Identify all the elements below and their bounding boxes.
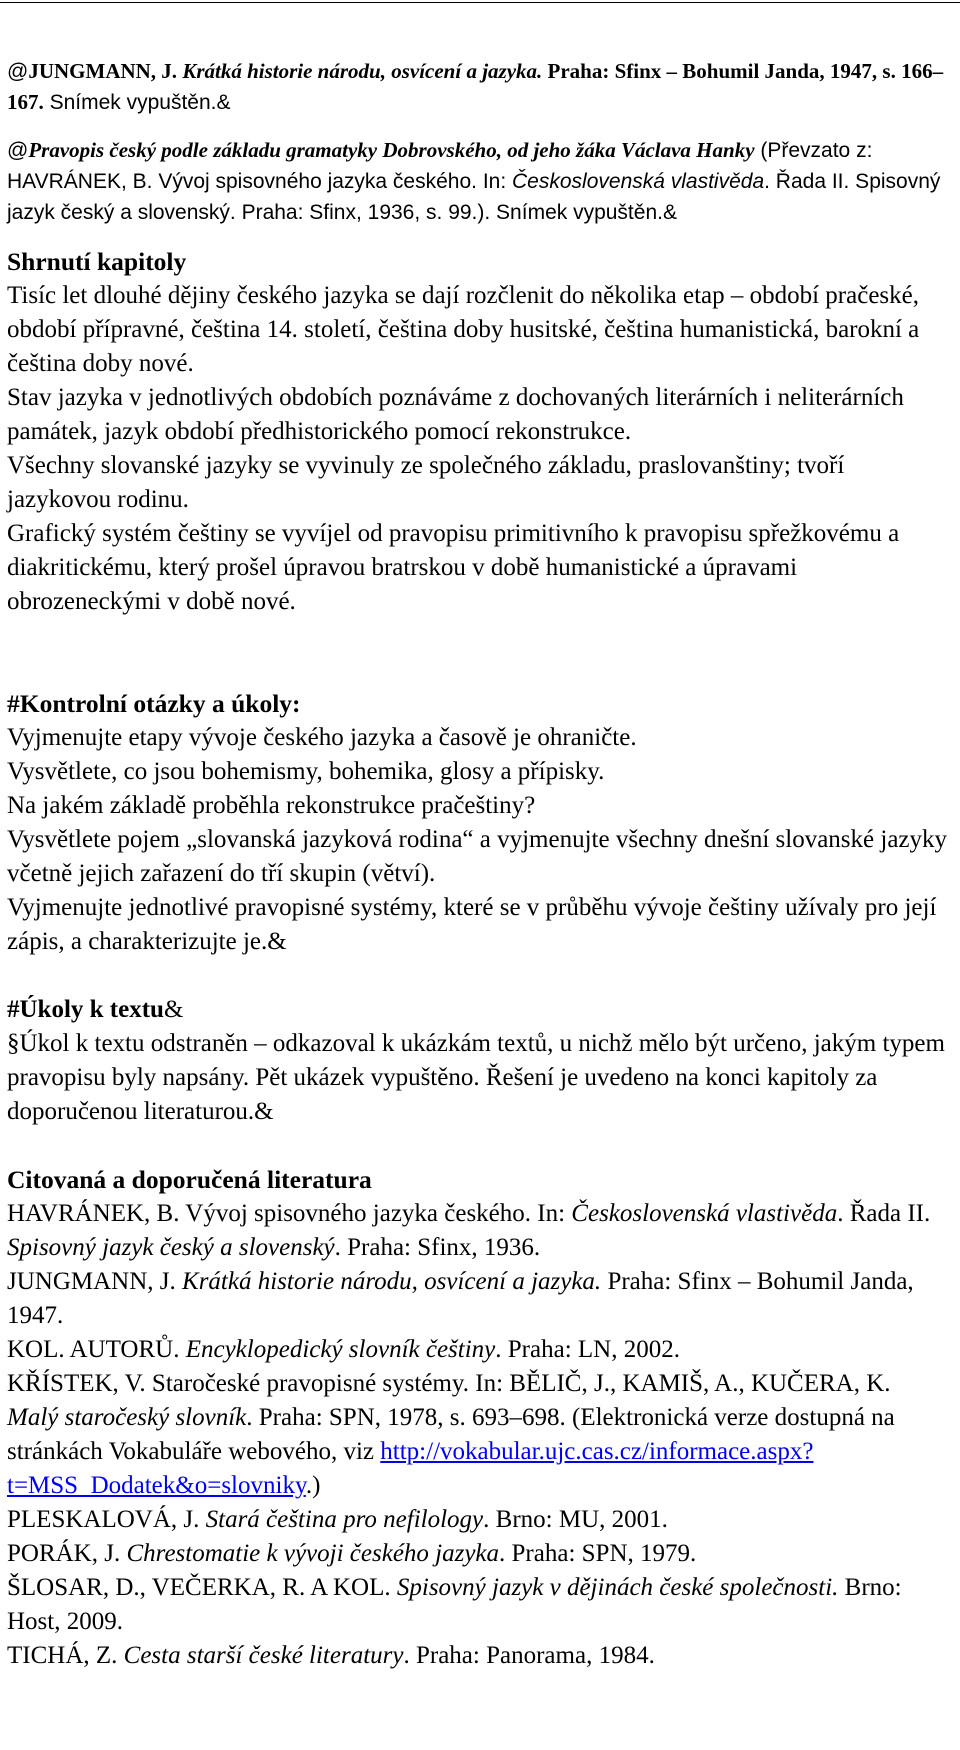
- summary-heading: Shrnutí kapitoly: [7, 247, 187, 276]
- summary-paragraph: Všechny slovanské jazyky se vyvinuly ze společného základu, praslovanštiny; tvoří jazykovou rodinu.: [7, 452, 845, 513]
- summary-paragraph: Tisíc let dlouhé dějiny českého jazyka se dají rozčlenit do několika etap – období pračeské, období přípravné, čeština 14. století, čeština doby husitské, čeština humanistická, barokní a čeština doby nové.: [7, 282, 920, 377]
- vokabular-link[interactable]: http://vokabular.ujc.cas.cz/informace.aspx?t=MSS_Dodatek&o=slovniky: [7, 1438, 814, 1499]
- omitted-image-note-1: [7, 56, 947, 118]
- note-source: (Převzato z: HAVRÁNEK, B. Vývoj spisovného jazyka českého. In:: [7, 139, 873, 193]
- note-source-rest: . Řada II. Spisovný jazyk český a slovenský. Praha: Sfinx, 1936, s. 99.). Snímek vypuštěn.: [7, 170, 941, 224]
- literature-entry: TICHÁ, Z. Cesta starší české literatury. Praha: Panorama, 1984.: [7, 1642, 655, 1669]
- summary-paragraph: Stav jazyka v jednotlivých obdobích poznáváme z dochovaných literárních i neliterárních památek, jazyk období předhistorického pomocí rekonstrukce.: [7, 384, 904, 445]
- at-marker: @: [7, 60, 29, 83]
- literature-entry: ŠLOSAR, D., VEČERKA, R. A KOL. Spisovný jazyk v dějinách české společnosti. Brno: Host, 2009.: [7, 1574, 902, 1635]
- amp-marker: &: [163, 996, 184, 1023]
- top-rule: [0, 2, 960, 3]
- content: [7, 56, 947, 1673]
- tasks-heading: #Úkoly k textu: [7, 996, 164, 1023]
- question-item: Vysvětlete, co jsou bohemismy, bohemika, glosy a přípisky.: [7, 758, 605, 785]
- tasks-text: §Úkol k textu odstraněn – odkazoval k ukázkám textů, u nichž mělo být určeno, jakým typem pravopisu byly napsány. Pět ukázek vypuštěno. Řešení je uvedeno na konci kapitoly za doporučenou literaturou.&: [7, 1030, 945, 1125]
- summary-paragraph: Grafický systém češtiny se vyvíjel od pravopisu primitivního k pravopisu spřežkovému a diakritickému, který prošel úpravou bratrskou v době humanistické a úpravami obrozeneckými v době nové.: [7, 520, 900, 615]
- literature-entry: KŘÍSTEK, V. Staročeské pravopisné systémy. In: BĚLIČ, J., KAMIŠ, A., KUČERA, K. Malý staročeský slovník. Praha: SPN, 1978, s. 693–698. (Elektronická verze dostupná na stránkách Vokabuláře webového, viz http://vokabular.ujc.cas.cz/informace.aspx?t=MSS_Dodatek&o=slovniky.): [7, 1370, 895, 1499]
- literature-entry: JUNGMANN, J. Krátká historie národu, osvícení a jazyka. Praha: Sfinx – Bohumil Janda, 1947.: [7, 1268, 914, 1329]
- question-item: Vyjmenujte etapy vývoje českého jazyka a časově je ohraničte.: [7, 724, 637, 751]
- amp-marker: &: [662, 201, 677, 224]
- tasks-heading-line: [7, 993, 947, 1027]
- questions-heading: #Kontrolní otázky a úkoly:: [7, 689, 301, 718]
- amp-marker: &: [216, 91, 231, 114]
- note-author: JUNGMANN, J.: [28, 59, 183, 83]
- literature-entry: KOL. AUTORŮ. Encyklopedický slovník češtiny. Praha: LN, 2002.: [7, 1336, 680, 1363]
- question-item: Na jakém základě proběhla rekonstrukce pračeštiny?: [7, 792, 536, 819]
- note-title: Pravopis český podle základu gramatyky Dobrovského, od jeho žáka Václava Hanky: [28, 138, 755, 162]
- omitted-image-note-2: [7, 135, 947, 228]
- note-publication: Praha: Sfinx – Bohumil Janda, 1947, s. 166–167.: [7, 59, 944, 114]
- literature-entry: PLESKALOVÁ, J. Stará čeština pro nefilology. Brno: MU, 2001.: [7, 1506, 668, 1533]
- question-item: Vyjmenujte jednotlivé pravopisné systémy, které se v průběhu vývoje češtiny užívaly pro její zápis, a charakterizujte je.&: [7, 894, 937, 955]
- note-omitted-text: Snímek vypuštěn.: [43, 91, 217, 114]
- literature-entry: HAVRÁNEK, B. Vývoj spisovného jazyka českého. In: Československá vlastivěda. Řada II. Spisovný jazyk český a slovenský. Praha: Sfinx, 1936.: [7, 1200, 931, 1261]
- literature-entry: PORÁK, J. Chrestomatie k vývoji českého jazyka. Praha: SPN, 1979.: [7, 1540, 697, 1567]
- at-marker: @: [7, 139, 29, 162]
- note-source-italic: Československá vlastivěda: [512, 170, 765, 193]
- question-item: Vysvětlete pojem „slovanská jazyková rodina“ a vyjmenujte všechny dnešní slovanské jazyky včetně jejich zařazení do tří skupin (větví).: [7, 826, 948, 887]
- note-title: Krátká historie národu, osvícení a jazyka.: [182, 59, 543, 83]
- literature-heading: Citovaná a doporučená literatura: [7, 1165, 372, 1194]
